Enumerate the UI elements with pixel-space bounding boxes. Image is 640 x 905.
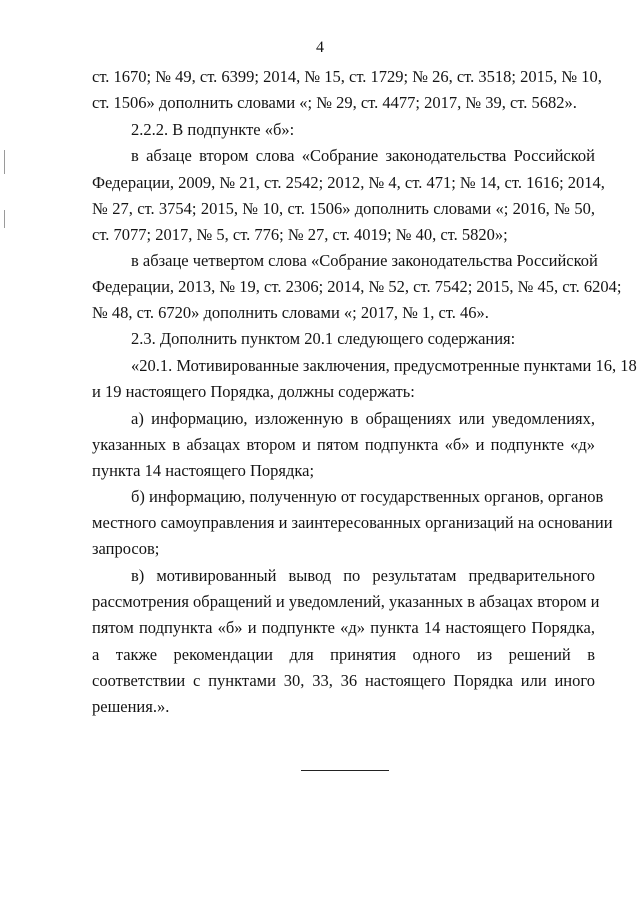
text-line: в) мотивированный вывод по результатам предварительного	[131, 566, 595, 585]
text-line: а) информацию, изложенную в обращениях или уведомлениях,	[131, 409, 595, 428]
text-line: № 48, ст. 6720» дополнить словами «; 2017, № 1, ст. 46».	[92, 303, 489, 322]
text-line: и 19 настоящего Порядка, должны содержать:	[92, 382, 415, 401]
text-line: ст. 1506» дополнить словами «; № 29, ст. 4477; 2017, № 39, ст. 5682».	[92, 93, 577, 112]
text-line: ст. 7077; 2017, № 5, ст. 776; № 27, ст. 4019; № 40, ст. 5820»;	[92, 225, 508, 244]
text-line: Федерации, 2009, № 21, ст. 2542; 2012, № 4, ст. 471; № 14, ст. 1616; 2014,	[92, 173, 605, 192]
scan-margin-mark	[4, 150, 5, 174]
text-line: местного самоуправления и заинтересованных организаций на основании	[92, 513, 613, 532]
text-line: пункта 14 настоящего Порядка;	[92, 461, 315, 480]
text-line: запросов;	[92, 539, 160, 558]
text-line: 2.2.2. В подпункте «б»:	[131, 120, 295, 139]
text-line: № 27, ст. 3754; 2015, № 10, ст. 1506» дополнить словами «; 2016, № 50,	[92, 199, 595, 218]
text-line: пятом подпункта «б» и подпункте «д» пункта 14 настоящего Порядка,	[92, 618, 595, 637]
text-line: а также рекомендации для принятия одного из решений в	[92, 645, 595, 664]
text-line: 2.3. Дополнить пунктом 20.1 следующего содержания:	[131, 329, 516, 348]
text-line: указанных в абзацах втором и пятом подпункта «б» и подпункте «д»	[92, 435, 595, 454]
text-line: рассмотрения обращений и уведомлений, указанных в абзацах втором и	[92, 592, 600, 611]
page-number: 4	[316, 39, 324, 56]
text-line: б) информацию, полученную от государственных органов, органов	[131, 487, 604, 506]
scan-margin-mark	[4, 210, 5, 228]
text-line: решения.».	[92, 697, 170, 716]
text-line: «20.1. Мотивированные заключения, предусмотренные пунктами 16, 18	[131, 356, 637, 375]
end-separator-line	[301, 770, 389, 771]
text-line: Федерации, 2013, № 19, ст. 2306; 2014, № 52, ст. 7542; 2015, № 45, ст. 6204;	[92, 277, 622, 296]
text-line: ст. 1670; № 49, ст. 6399; 2014, № 15, ст. 1729; № 26, ст. 3518; 2015, № 10,	[92, 67, 602, 86]
text-line: в абзаце втором слова «Собрание законодательства Российской	[131, 146, 595, 165]
text-line: соответствии с пунктами 30, 33, 36 настоящего Порядка или иного	[92, 671, 595, 690]
text-line: в абзаце четвертом слова «Собрание законодательства Российской	[131, 251, 598, 270]
